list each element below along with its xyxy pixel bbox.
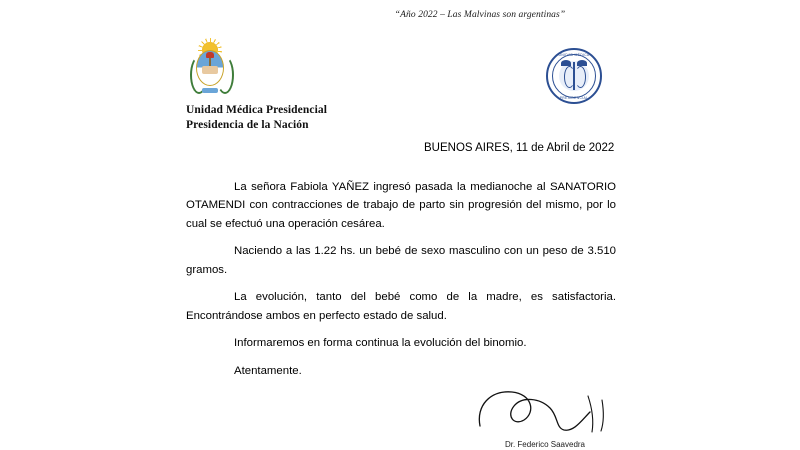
argentina-coat-of-arms-icon [186,42,234,98]
document-motto [0,10,800,20]
signature-scribble [470,386,630,438]
caduceus-snake-right-icon [575,66,586,88]
document-motto-text: “Año 2022 – Las Malvinas son argentinas” [394,10,566,20]
dateline: BUENOS AIRES, 11 de Abril de 2022 [424,142,615,154]
caduceus-snake-left-icon [564,66,575,88]
letterhead [186,103,327,132]
paragraph-4: Informaremos en forma continua la evolución del binomio. [234,337,527,350]
ribbon-icon [202,88,218,93]
letterhead-line-2: Presidencia de la Nación [186,118,309,131]
seal-text-top: UNIDAD MÉDICA [558,52,590,57]
unidad-medica-presidencial-seal-icon [546,48,602,104]
body-text [186,178,616,380]
seal-wing-right-icon [577,60,587,66]
paragraph-2: Naciendo a las 1.22 hs. un bebé de sexo masculino con un peso de 3.510 gramos. [186,245,616,276]
seal-text-bottom: PRESIDENCIAL [559,95,589,100]
clasped-hands-icon [202,66,218,74]
letterhead-line-1: Unidad Médica Presidencial [186,104,328,116]
paragraph-3: La evolución, tanto del bebé como de la madre, es satisfactoria. Encontrándose ambos en perfecto estado de salud. [186,291,616,322]
paragraph-1: La señora Fabiola YAÑEZ ingresó pasada la medianoche al SANATORIO OTAMENDI con contracciones de trabajo de parto sin progresión del mismo, por lo cual se efectuó una operación cesárea. [186,181,616,230]
phrygian-cap-icon [206,52,214,58]
signature-name: Dr. Federico Saavedra [504,440,586,449]
paragraph-5: Atentamente. [234,364,302,377]
